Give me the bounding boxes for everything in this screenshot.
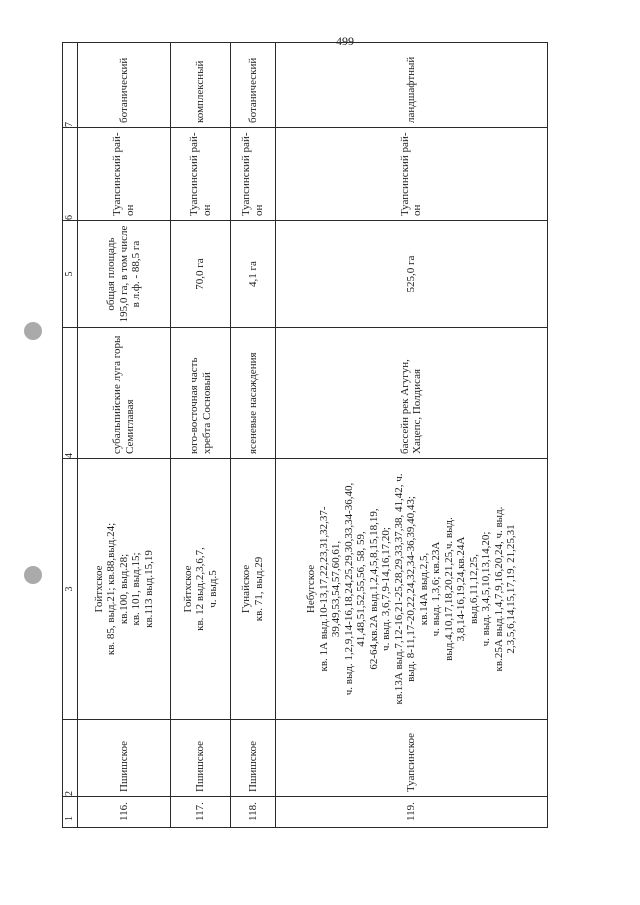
punch-hole-top xyxy=(24,322,42,340)
table-row xyxy=(231,43,275,828)
row-number: 117. xyxy=(170,797,231,828)
settlement-cell: Туапсинское xyxy=(275,720,547,797)
table-row xyxy=(170,43,231,828)
type-cell: ландшафтный xyxy=(275,43,547,128)
forestry-location-cell: Гунайское кв. 71, выд.29 xyxy=(231,459,275,720)
row-number: 119. xyxy=(275,797,547,828)
description-cell: бассейн рек Агугун, Хацепс, Полдисая xyxy=(275,328,547,459)
column-header-4: 4 xyxy=(63,328,78,459)
settlement-cell: Пшишское xyxy=(170,720,231,797)
description-cell: субальпийские луга горы Семиглавая xyxy=(78,328,171,459)
column-header-1: 1 xyxy=(63,797,78,828)
type-cell: ботанический xyxy=(78,43,171,128)
settlement-cell: Пшишское xyxy=(78,720,171,797)
area-cell: общая площадь 195,0 га, в том числе в л.ф. - 88,5 га xyxy=(78,221,171,328)
district-cell: Туапсинский рай-он xyxy=(170,128,231,221)
forestry-location-cell: Гойтхское кв. 12 выд.2,3,6,7, ч. выд.5 xyxy=(170,459,231,720)
description-cell: ясеневые насаждения xyxy=(231,328,275,459)
settlement-cell: Пшишское xyxy=(231,720,275,797)
area-cell: 525,0 га xyxy=(275,221,547,328)
table-row xyxy=(275,43,547,828)
punch-hole-bottom xyxy=(24,566,42,584)
column-header-3: 3 xyxy=(63,459,78,720)
row-number: 116. xyxy=(78,797,171,828)
type-cell: комплексный xyxy=(170,43,231,128)
column-header-2: 2 xyxy=(63,720,78,797)
forestry-location-cell: Небугское кв. 1А выд.10-13,17,22,23,31,32,37-39,49,53,54,57,60,61, ч. выд. 1,2,9,14-16,18,24,25,29,30,33,34-36,40, 41,48,51,52,55,56, 58, 59, 62-64,кв.2А выд.1,2,4,5,8,15,18,19, ч. выд. 3,6,7,9-14,16,17,20; кв.13А выд.7,12-16,21-25,28,29,33,37,38, 41,42, ч. выд. 8-11,17-20,22,24,32,34-36,39,40,43; кв.14А выд.2,5, ч. выд. 1,3,6; кв.23А выд.4,10,17,18,20,21,25,ч. выд. 3,8,14-16,19,24,кв.24А выд.6,11,12,25, ч. выд. 3,4,5,10,13,14,20; кв.25А выд.1,4,7,9,16,20,24, ч. выд. 2,3,5,6,14,15,17,19, 21,25,31 xyxy=(275,459,547,720)
column-header-6: 6 xyxy=(63,128,78,221)
description-cell: юго-восточная часть хребта Сосновый xyxy=(170,328,231,459)
column-header-5: 5 xyxy=(63,221,78,328)
table-row xyxy=(78,43,171,828)
protected-areas-table xyxy=(62,56,548,828)
row-number: 118. xyxy=(231,797,275,828)
type-cell: ботанический xyxy=(231,43,275,128)
area-cell: 70,0 га xyxy=(170,221,231,328)
district-cell: Туапсинский рай-он xyxy=(78,128,171,221)
district-cell: Туапсинский рай-он xyxy=(275,128,547,221)
forestry-location-cell: Гойтхское кв. 85, выд.21; кв.88,выд.24; кв.100, выд.28; кв. 101, выд.15; кв.113 выд.15,19 xyxy=(78,459,171,720)
page-number: 499 xyxy=(336,34,354,48)
column-header-7: 7 xyxy=(63,43,78,128)
district-cell: Туапсинский рай-он xyxy=(231,128,275,221)
column-header-row xyxy=(63,43,78,828)
area-cell: 4,1 га xyxy=(231,221,275,328)
